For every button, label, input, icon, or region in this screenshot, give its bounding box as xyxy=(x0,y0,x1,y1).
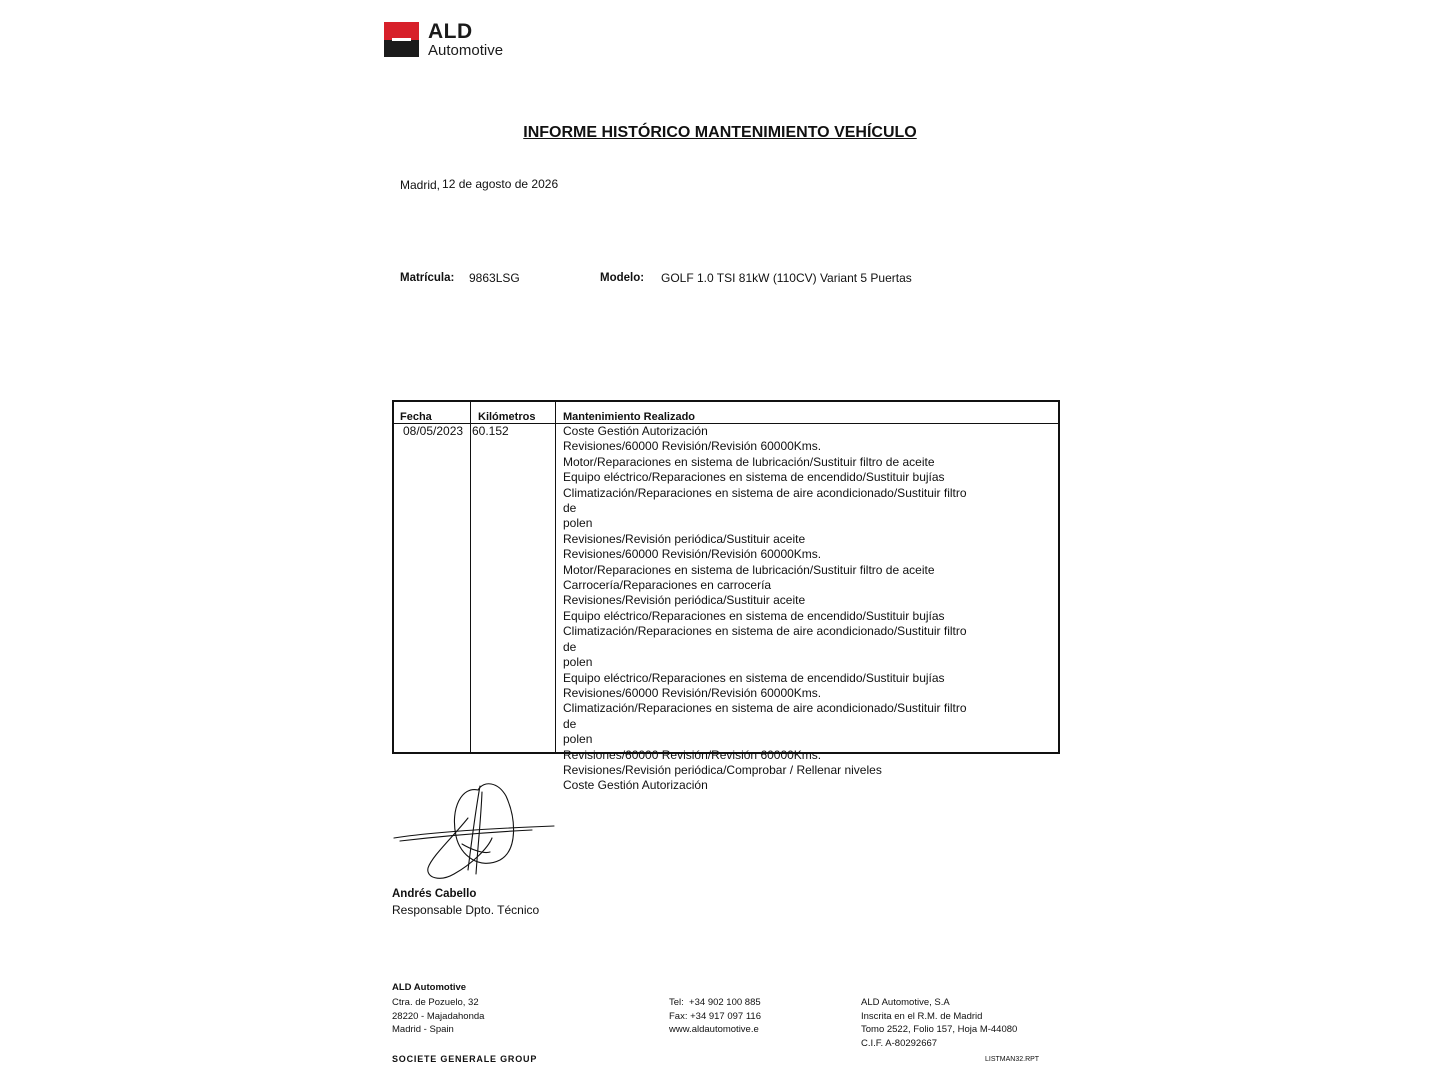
footer-legal-line: ALD Automotive, S.A xyxy=(861,997,950,1008)
footer-address-line: 28220 - Majadahonda xyxy=(392,1010,485,1022)
row-date: 08/05/2023 xyxy=(403,424,464,438)
footer-company: ALD Automotive xyxy=(392,982,467,993)
maintenance-task-item: Motor/Reparaciones en sistema de lubricación/Sustituir filtro de aceite xyxy=(563,562,935,577)
column-divider xyxy=(470,402,471,752)
footer-address xyxy=(392,996,484,1037)
footer-legal xyxy=(861,996,1017,1050)
logo-mark-icon xyxy=(384,22,419,57)
maintenance-task-item: Carrocería/Reparaciones en carrocería xyxy=(563,578,772,593)
maintenance-task-item: Climatización/Reparaciones en sistema de aire acondicionado/Sustituir filtro de xyxy=(563,485,967,516)
footer-address-line: Madrid - Spain xyxy=(392,1024,454,1035)
logo-brand-text: ALD xyxy=(428,20,473,43)
maintenance-task-item: Climatización/Reparaciones en sistema de aire acondicionado/Sustituir filtro de xyxy=(563,701,967,731)
footer-address-line: Ctra. de Pozuelo, 32 xyxy=(392,997,479,1008)
footer-website: www.aldautomotive.e xyxy=(669,1024,759,1035)
plate-value: 9863LSG xyxy=(469,271,520,285)
maintenance-task-item: Revisiones/60000 Revisión/Revisión 60000Kms. xyxy=(563,747,822,762)
footer-fax: Fax: +34 917 097 116 xyxy=(669,1010,761,1022)
maintenance-task-item: polen xyxy=(563,655,593,670)
footer-legal-line: Inscrita en el R.M. de Madrid xyxy=(861,1010,983,1022)
footer-phone: Tel: +34 902 100 885 xyxy=(669,997,761,1008)
signer-role: Responsable Dpto. Técnico xyxy=(392,903,540,917)
signer-name: Andrés Cabello xyxy=(392,888,477,900)
maintenance-table xyxy=(392,400,1060,793)
maintenance-task-item: Motor/Reparaciones en sistema de lubricación/Sustituir filtro de aceite xyxy=(563,454,935,469)
maintenance-task-item: polen xyxy=(563,732,593,747)
maintenance-task-item: Revisiones/60000 Revisión/Revisión 60000Kms. xyxy=(563,685,822,700)
model-value: GOLF 1.0 TSI 81kW (110CV) Variant 5 Puertas xyxy=(661,271,912,285)
maintenance-task-item: Revisiones/Revisión periódica/Sustituir aceite xyxy=(563,531,806,546)
place-text: Madrid, xyxy=(400,178,441,192)
page-title: INFORME HISTÓRICO MANTENIMIENTO VEHÍCULO xyxy=(523,124,917,141)
header-km: Kilómetros xyxy=(478,411,536,423)
maintenance-task-item: Climatización/Reparaciones en sistema de aire acondicionado/Sustituir filtro de xyxy=(563,624,967,654)
maintenance-task-item: Coste Gestión Autorización xyxy=(563,424,708,438)
logo-sub-text: Automotive xyxy=(428,42,504,59)
maintenance-task-item: Revisiones/60000 Revisión/Revisión 60000Kms. xyxy=(563,439,822,454)
model-label: Modelo: xyxy=(600,272,645,284)
maintenance-task-item: Equipo eléctrico/Reparaciones en sistema de encendido/Sustituir bujías xyxy=(563,608,945,623)
report-code: LISTMAN32.RPT xyxy=(985,1056,1040,1063)
footer-group: SOCIETE GENERALE GROUP xyxy=(392,1054,538,1064)
maintenance-task-item: Revisiones/60000 Revisión/Revisión 60000Kms. xyxy=(563,547,822,562)
maintenance-task-item: Revisiones/Revisión periódica/Sustituir aceite xyxy=(563,593,806,608)
plate-label: Matrícula: xyxy=(400,272,455,284)
row-km: 60.152 xyxy=(472,424,509,438)
maintenance-task-item: polen xyxy=(563,516,593,531)
footer-contact xyxy=(669,996,761,1037)
footer-legal-line: C.I.F. A-80292667 xyxy=(861,1037,938,1049)
header-date: Fecha xyxy=(400,411,432,423)
ald-automotive-logo xyxy=(384,22,514,62)
maintenance-task-item: Coste Gestión Autorización xyxy=(563,778,708,793)
maintenance-task-list xyxy=(563,424,983,794)
column-divider xyxy=(555,402,556,752)
date-text: 12 de agosto de 2026 xyxy=(442,177,559,191)
handwritten-signature xyxy=(392,778,556,882)
footer-legal-line: Tomo 2522, Folio 157, Hoja M-44080 xyxy=(861,1024,1018,1035)
header-maintenance: Mantenimiento Realizado xyxy=(563,411,696,423)
maintenance-task-item: Revisiones/Revisión periódica/Comprobar / Rellenar niveles xyxy=(563,762,882,777)
maintenance-task-item: Equipo eléctrico/Reparaciones en sistema de encendido/Sustituir bujías xyxy=(563,470,945,485)
place-date xyxy=(400,178,558,192)
maintenance-task-item: Equipo eléctrico/Reparaciones en sistema de encendido/Sustituir bujías xyxy=(563,670,945,685)
